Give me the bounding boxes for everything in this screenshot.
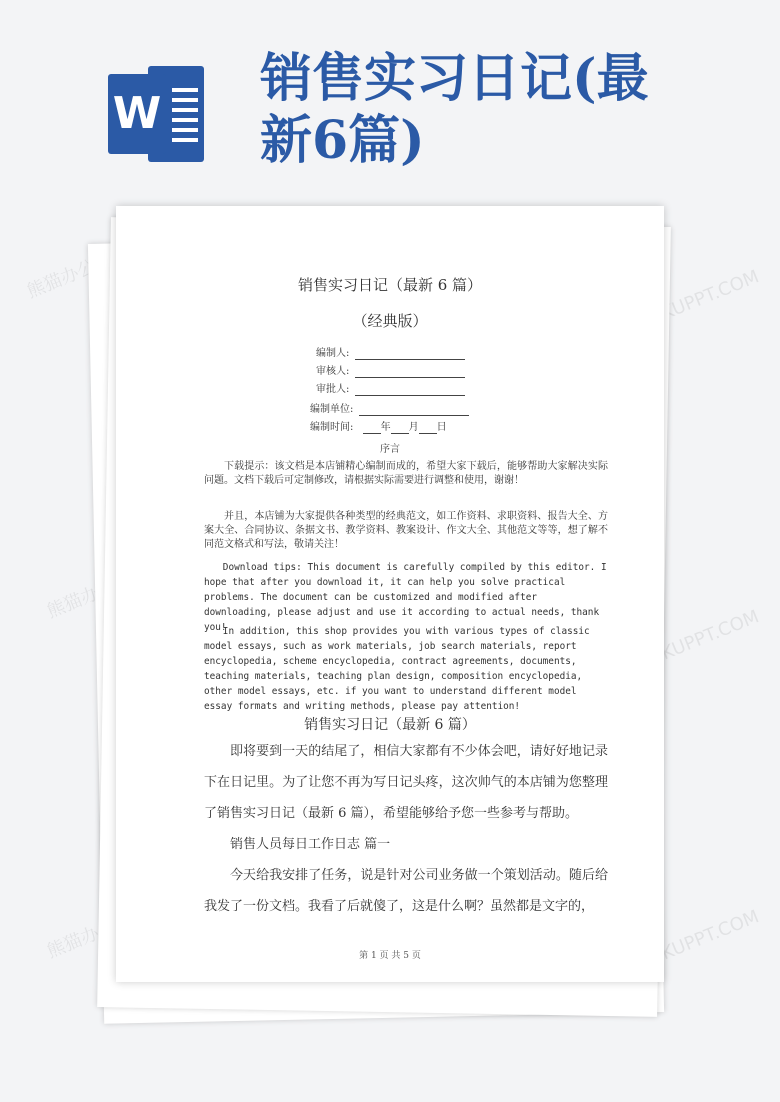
body-heading: 销售人员每日工作日志 篇一 — [230, 837, 391, 852]
field-label: 编制时间: — [310, 422, 354, 433]
body-text: 今天给我安排了任务，说是针对公司业务做一个策划活动。随后给我发了一份文档。我看了后就傻了，这是什么啊？虽然都是文字的， — [204, 868, 608, 914]
watermark: TUKUPPT.COM — [636, 906, 762, 974]
date-blank — [363, 422, 381, 434]
date-month: 月 — [408, 422, 419, 433]
field-blank — [355, 348, 465, 360]
field-label: 编制单位: — [310, 404, 354, 415]
field-reviewer — [316, 364, 465, 380]
field-blank — [359, 404, 469, 416]
document-title: 销售实习日记（最新 6 篇） — [297, 276, 483, 294]
cn-download-tip: 下载提示：该文档是本店铺精心编制而成的，希望大家下载后，能够帮助大家解决实际问题。文档下载后可定制修改，请根据实际需要进行调整和使用，谢谢！ — [204, 461, 608, 486]
page-title: 销售实习日记(最新6篇) — [260, 48, 649, 171]
preface-heading: 序言 — [380, 444, 400, 455]
word-letter-badge: W — [108, 74, 166, 154]
section-title: 销售实习日记（最新 6 篇） — [304, 717, 476, 733]
page-number: 第 1 页 共 5 页 — [359, 951, 421, 961]
date-blank — [391, 422, 409, 434]
cn-shop-intro: 并且，本店铺为大家提供各种类型的经典范文，如工作资料、求职资料、报告大全、方案大全、合同协议、条据文书、教学资料、教案设计、作文大全、其他范文等等，想了解不同范文格式和写法，敬请关注！ — [204, 511, 608, 550]
date-blank — [419, 422, 437, 434]
document-page — [116, 206, 664, 982]
field-approver — [316, 382, 465, 398]
word-document-icon — [108, 66, 208, 162]
watermark: 熊猫办公 — [24, 256, 99, 303]
field-label: 审核人: — [316, 366, 350, 377]
field-label: 编制人: — [316, 348, 350, 359]
watermark: TUKUPPT.COM — [636, 266, 762, 334]
field-date — [310, 420, 447, 436]
watermark: TUKUPPT.COM — [636, 606, 762, 674]
field-unit — [310, 402, 469, 418]
watermark: 熊猫办公 — [44, 916, 119, 963]
field-blank — [355, 366, 465, 378]
body-intro: 即将要到一天的结尾了，相信大家都有不少体会吧，请好好地记录下在日记里。为了让您不再为写日记头疼，这次帅气的本店铺为您整理了销售实习日记（最新 6 篇），希望能够给予您一些参考与帮助。 — [204, 744, 608, 821]
en-download-tip: Download tips: This document is carefully compiled by this editor. I hope that after you download it, it can help you solve practical problems. The document can be customized and modified after downloading, please adjust and use it according to actual needs, thank you! — [204, 562, 607, 633]
date-year: 年 — [380, 422, 391, 433]
field-blank — [355, 384, 465, 396]
field-author — [316, 346, 465, 362]
watermark: 熊猫办公 — [44, 576, 119, 623]
date-day: 日 — [436, 422, 447, 433]
document-subtitle: （经典版） — [352, 312, 428, 330]
field-label: 审批人: — [316, 384, 350, 395]
en-shop-intro: In addition, this shop provides you with various types of classic model essays, such as work materials, job search materials, report encyclopedia, scheme encyclopedia, contract agreements, documents, teaching materials, teaching plan design, composition encyclopedia, other model essays, etc. if you want to understand different model essay formats and writing methods, please pay attention! — [204, 626, 590, 712]
